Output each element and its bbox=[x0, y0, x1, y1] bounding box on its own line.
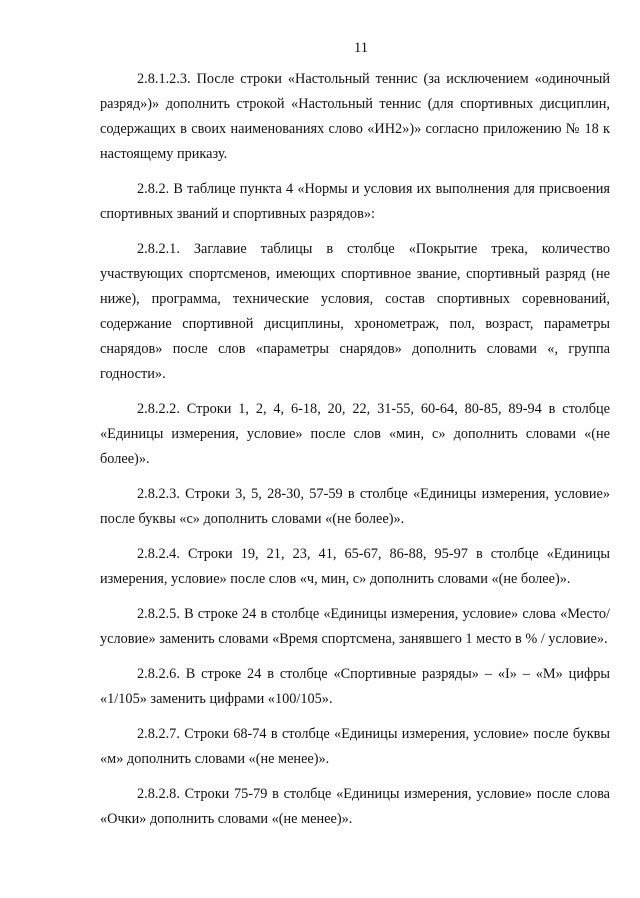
paragraph-2-8-2-1: 2.8.2.1. Заглавие таблицы в столбце «Покрытие трека, количество участвующих спортсменов, имеющих спортивное звание, спортивный разряд (не ниже), программа, технические условия, состав спортивных соревнований, содержание спортивной дисциплины, хронометраж, пол, возраст, параметры снарядов» после слов «параметры снарядов» дополнить словами «, группа годности». bbox=[100, 241, 610, 382]
paragraph-2-8-2-5: 2.8.2.5. В строке 24 в столбце «Единицы измерения, условие» слова «Место/условие» заменить словами «Время спортсмена, занявшего 1 место в % / условие». bbox=[100, 606, 610, 647]
paragraph-2-8-2-3: 2.8.2.3. Строки 3, 5, 28-30, 57-59 в столбце «Единицы измерения, условие» после буквы «с» дополнить словами «(не более)». bbox=[100, 486, 610, 527]
paragraph-2-8-2-8: 2.8.2.8. Строки 75-79 в столбце «Единицы измерения, условие» после слова «Очки» дополнить словами «(не менее)». bbox=[100, 786, 610, 827]
paragraph-2-8-2-4: 2.8.2.4. Строки 19, 21, 23, 41, 65-67, 86-88, 95-97 в столбце «Единицы измерения, условие» после слов «ч, мин, с» дополнить словами «(не более)». bbox=[100, 546, 610, 587]
paragraph-2-8-1-2-3: 2.8.1.2.3. После строки «Настольный теннис (за исключением «одиночный разряд»)» дополнить строкой «Настольный теннис (для спортивных дисциплин, содержащих в своих наименованиях слово «ИН2»)» согласно приложению № 18 к настоящему приказу. bbox=[100, 71, 610, 162]
page-number: 11 bbox=[354, 40, 368, 56]
paragraph-2-8-2-2: 2.8.2.2. Строки 1, 2, 4, 6-18, 20, 22, 31-55, 60-64, 80-85, 89-94 в столбце «Единицы измерения, условие» после слов «мин, с» дополнить словами «(не более)». bbox=[100, 401, 610, 467]
paragraph-2-8-2: 2.8.2. В таблице пункта 4 «Нормы и условия их выполнения для присвоения спортивных званий и спортивных разрядов»: bbox=[100, 181, 610, 222]
paragraph-2-8-2-6: 2.8.2.6. В строке 24 в столбце «Спортивные разряды» – «I» – «M» цифры «1/105» заменить цифрами «100/105». bbox=[100, 666, 610, 707]
paragraph-2-8-2-7: 2.8.2.7. Строки 68-74 в столбце «Единицы измерения, условие» после буквы «м» дополнить словами «(не менее)». bbox=[100, 726, 610, 767]
